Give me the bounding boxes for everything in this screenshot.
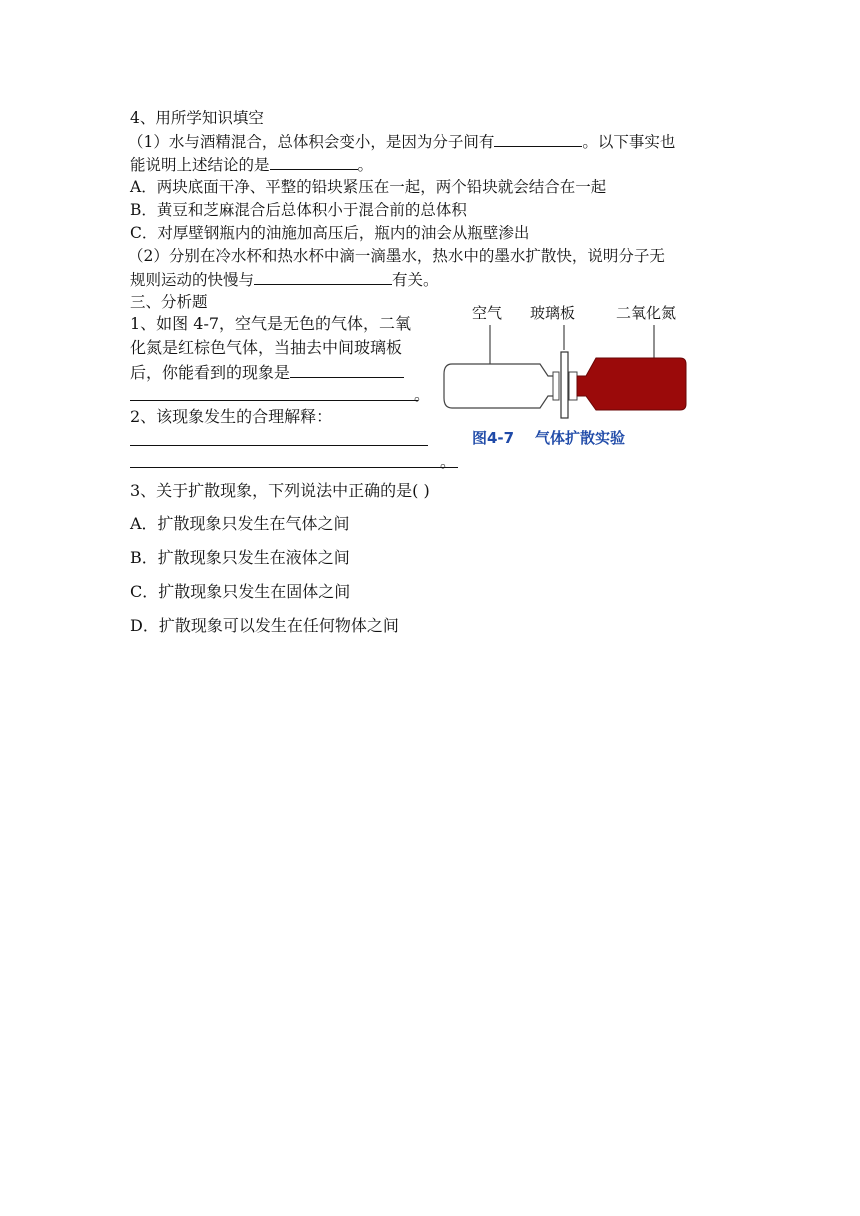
q4-option-c: C．对厚壁钢瓶内的油施加高压后，瓶内的油会从瓶壁渗出 <box>130 224 530 242</box>
q4-part2-line2 <box>130 269 439 291</box>
q1-line3 <box>130 361 404 384</box>
q4-part1-text-c: 能说明上述结论的是 <box>130 156 270 174</box>
q1-line2: 化氮是红棕色气体，当抽去中间玻璃板 <box>130 338 403 357</box>
blank-4[interactable] <box>290 361 404 378</box>
q4-part1-text-d: 。 <box>357 156 374 174</box>
q4-part1-text-b: 。以下事实也 <box>582 133 676 151</box>
no2-bottle <box>577 358 686 410</box>
glass-plate <box>561 352 568 418</box>
q2-answer-line-2[interactable] <box>130 467 458 468</box>
q3-option-d: D．扩散现象可以发生在任何物体之间 <box>130 616 399 635</box>
q1-end-mark: 。 <box>414 385 431 404</box>
q3-option-a: A．扩散现象只发生在气体之间 <box>130 514 350 533</box>
blank-3[interactable] <box>254 269 392 285</box>
q4-option-b: B．黄豆和芝麻混合后总体积小于混合前的总体积 <box>130 201 467 219</box>
q1-line3-text: 后，你能看到的现象是 <box>130 363 291 382</box>
blank-2[interactable] <box>270 154 358 170</box>
q2-line1: 2、该现象发生的合理解释： <box>130 407 333 426</box>
q4-option-a: A．两块底面干净、平整的铅块紧压在一起，两个铅块就会结合在一起 <box>130 178 607 196</box>
q4-part1-text-a: （1）水与酒精混合，总体积会变小，是因为分子间有 <box>128 133 495 151</box>
section3-heading: 三、分析题 <box>130 293 208 311</box>
q3-option-b: B．扩散现象只发生在液体之间 <box>130 548 350 567</box>
q3-option-c: C．扩散现象只发生在固体之间 <box>130 582 351 601</box>
blank-1[interactable] <box>494 131 582 147</box>
gas-diffusion-figure <box>440 298 730 450</box>
q1-answer-line[interactable] <box>130 400 418 401</box>
gas-diffusion-diagram <box>440 298 730 450</box>
air-bottle <box>444 364 556 408</box>
label-glass-plate: 玻璃板 <box>530 304 576 322</box>
q4-part2-line1: （2）分别在冷水杯和热水杯中滴一滴墨水，热水中的墨水扩散快，说明分子无 <box>128 247 665 265</box>
q2-end-mark: 。 <box>440 452 457 471</box>
q4-part1-line1 <box>128 131 675 153</box>
q3-stem: 3、关于扩散现象，下列说法中正确的是( ) <box>130 481 430 500</box>
no2-bottle-neck <box>569 372 577 400</box>
q2-answer-line-1[interactable] <box>130 445 428 446</box>
q4-part1-line2 <box>130 154 373 176</box>
q4-part2-text-b: 规则运动的快慢与 <box>130 271 255 289</box>
q1-line1: 1、如图 4-7，空气是无色的气体，二氧 <box>130 314 412 333</box>
label-no2: 二氧化氮 <box>616 304 677 322</box>
q4-part2-text-c: 有关。 <box>392 271 439 289</box>
label-air: 空气 <box>472 304 503 322</box>
figure-caption: 图4-7 气体扩散实验 <box>472 429 625 447</box>
q4-title: 4、用所学知识填空 <box>130 109 264 127</box>
air-bottle-neck <box>553 372 559 400</box>
